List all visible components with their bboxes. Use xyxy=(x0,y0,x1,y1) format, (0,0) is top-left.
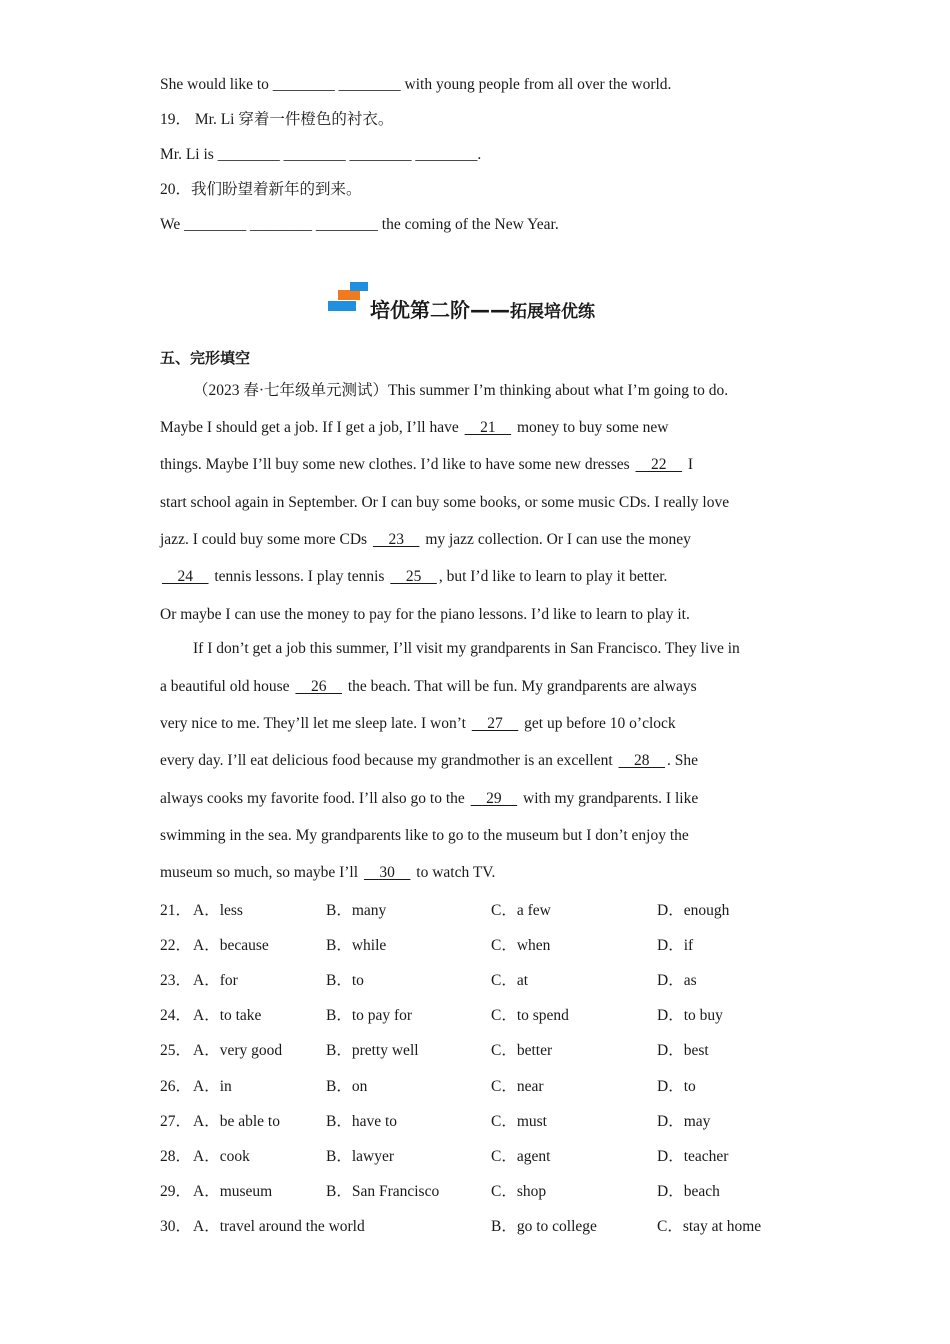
option-b[interactable]: B．while xyxy=(326,937,387,955)
option-d[interactable]: D．teacher xyxy=(657,1147,729,1165)
passage-text: things. Maybe I’ll buy some new clothes. I’d like to have some new dresses xyxy=(160,456,634,473)
question-number: 23． xyxy=(160,972,192,990)
passage-text: very nice to me. They’ll let me sleep late. I won’t xyxy=(160,715,470,732)
blank-26[interactable]: 26 xyxy=(295,678,342,695)
option-a[interactable]: A．in xyxy=(193,1077,232,1095)
passage-line xyxy=(160,530,691,550)
blank-23[interactable]: 23 xyxy=(372,531,420,548)
option-d[interactable]: D．to buy xyxy=(657,1007,723,1025)
option-b[interactable]: B．San Francisco xyxy=(326,1182,440,1200)
passage-line: （2023 春·七年级单元测试）This summer I’m thinking about what I’m going to do. xyxy=(193,382,729,399)
blank-27[interactable]: 27 xyxy=(471,715,519,732)
option-a[interactable]: A．museum xyxy=(193,1182,273,1200)
blank-24[interactable]: 24 xyxy=(162,568,209,585)
passage-text: money to buy some new xyxy=(513,419,669,436)
passage-line xyxy=(160,418,669,438)
passage-text: get up before 10 o’clock xyxy=(520,715,676,732)
passage-line xyxy=(160,751,698,771)
question-row xyxy=(160,898,800,920)
blank-29[interactable]: 29 xyxy=(470,790,518,807)
option-b[interactable]: B．on xyxy=(326,1077,368,1095)
option-d[interactable]: D．if xyxy=(657,937,694,955)
option-b[interactable]: B．have to xyxy=(326,1112,398,1130)
option-b[interactable]: B．many xyxy=(326,902,387,919)
option-d[interactable]: C．stay at home xyxy=(657,1217,762,1235)
banner-title-sub: 拓展培优练 xyxy=(510,302,595,322)
passage-text: every day. I’ll eat delicious food because my grandmother is an excellent xyxy=(160,752,617,769)
section-banner xyxy=(328,280,628,320)
question-row xyxy=(160,1179,800,1201)
stacked-blocks-icon xyxy=(328,280,370,314)
question-row xyxy=(160,1074,800,1096)
passage-line xyxy=(160,789,698,809)
question-row xyxy=(160,933,800,955)
passage-line: start school again in September. Or I can buy some books, or some music CDs. I really love xyxy=(160,494,730,511)
question-number: 28． xyxy=(160,1147,192,1165)
option-a[interactable]: A．cook xyxy=(193,1147,250,1165)
option-b[interactable]: B．to pay for xyxy=(326,1007,413,1025)
question-row xyxy=(160,1038,800,1060)
option-c[interactable]: C．to spend xyxy=(491,1007,569,1025)
question-number: 29． xyxy=(160,1182,192,1200)
option-a[interactable]: A．because xyxy=(193,937,269,955)
blank-25[interactable]: 25 xyxy=(390,568,437,585)
passage-text: , but I’d like to learn to play it better. xyxy=(438,568,668,585)
question-number: 30． xyxy=(160,1217,192,1235)
question-20-answer-line: We ________ ________ ________ the coming of the New Year. xyxy=(160,216,559,233)
passage-text: my jazz collection. Or I can use the money xyxy=(421,531,691,548)
question-row xyxy=(160,968,800,990)
option-c[interactable]: C．better xyxy=(491,1042,553,1060)
question-19-prompt: 19． Mr. Li 穿着一件橙色的衬衣。 xyxy=(160,111,394,128)
passage-text: the beach. That will be fun. My grandparents are always xyxy=(343,678,697,695)
option-b[interactable]: B．pretty well xyxy=(326,1042,419,1060)
passage-text: always cooks my favorite food. I’ll also go to the xyxy=(160,790,469,807)
section-heading: 五、完形填空 xyxy=(160,349,251,367)
passage-text: . She xyxy=(667,752,699,769)
question-number: 24． xyxy=(160,1007,192,1025)
option-a[interactable]: A．be able to xyxy=(193,1112,280,1130)
question-number: 25． xyxy=(160,1042,192,1060)
passage-text: I xyxy=(684,456,694,473)
blank-21[interactable]: 21 xyxy=(464,419,512,436)
option-d[interactable]: D．to xyxy=(657,1077,696,1095)
question-row xyxy=(160,1003,800,1025)
question-20-prompt: 20．我们盼望着新年的到来。 xyxy=(160,181,362,198)
question-row xyxy=(160,1214,800,1236)
option-a[interactable]: A．very good xyxy=(193,1042,283,1060)
passage-text: to watch TV. xyxy=(412,864,496,881)
question-number: 26． xyxy=(160,1077,192,1095)
passage-text: with my grandparents. I like xyxy=(519,790,699,807)
passage-line: swimming in the sea. My grandparents like to go to the museum but I don’t enjoy the xyxy=(160,827,689,844)
option-a[interactable]: A．less xyxy=(193,902,243,919)
passage-text: jazz. I could buy some more CDs xyxy=(160,531,371,548)
passage-text: museum so much, so maybe I’ll xyxy=(160,864,362,881)
banner-title xyxy=(370,294,595,323)
passage-text: Maybe I should get a job. If I get a job, I’ll have xyxy=(160,419,463,436)
option-d[interactable]: D．beach xyxy=(657,1182,720,1200)
question-number: 22． xyxy=(160,937,192,955)
option-c[interactable]: B．go to college xyxy=(491,1217,597,1235)
option-c[interactable]: C．a few xyxy=(491,902,551,919)
passage-line xyxy=(160,677,697,697)
option-c[interactable]: C．must xyxy=(491,1112,547,1130)
option-a[interactable]: A．travel around the world xyxy=(193,1217,365,1235)
option-d[interactable]: D．best xyxy=(657,1042,709,1060)
passage-line: If I don’t get a job this summer, I’ll visit my grandparents in San Francisco. They live in xyxy=(193,640,740,657)
passage-text: tennis lessons. I play tennis xyxy=(210,568,389,585)
question-row xyxy=(160,1144,800,1166)
passage-text: a beautiful old house xyxy=(160,678,294,695)
option-b[interactable]: B．to xyxy=(326,972,364,990)
option-b[interactable]: B．lawyer xyxy=(326,1147,395,1165)
option-a[interactable]: A．to take xyxy=(193,1007,262,1025)
question-number: 27． xyxy=(160,1112,192,1130)
blank-28[interactable]: 28 xyxy=(618,752,666,769)
option-c[interactable]: C．at xyxy=(491,972,529,990)
option-a[interactable]: A．for xyxy=(193,972,238,990)
option-d[interactable]: D．may xyxy=(657,1112,711,1130)
passage-line xyxy=(160,714,676,734)
question-number: 21． xyxy=(160,902,192,919)
option-d[interactable]: D．as xyxy=(657,972,697,990)
option-c[interactable]: C．near xyxy=(491,1077,544,1095)
question-row xyxy=(160,1109,800,1131)
passage-line xyxy=(160,567,667,587)
translation-line: She would like to ________ ________ with young people from all over the world. xyxy=(160,76,672,93)
banner-title-main: 培优第二阶—— xyxy=(370,298,510,322)
option-d[interactable]: D．enough xyxy=(657,902,730,919)
passage-line: Or maybe I can use the money to pay for the piano lessons. I’d like to learn to play it. xyxy=(160,606,690,623)
passage-line xyxy=(160,863,495,883)
passage-line xyxy=(160,455,693,475)
blank-22[interactable]: 22 xyxy=(635,456,683,473)
option-c[interactable]: C．agent xyxy=(491,1147,551,1165)
option-c[interactable]: C．shop xyxy=(491,1182,547,1200)
option-c[interactable]: C．when xyxy=(491,937,551,955)
blank-30[interactable]: 30 xyxy=(363,864,411,881)
question-19-answer-line: Mr. Li is ________ ________ ________ ________. xyxy=(160,146,482,163)
